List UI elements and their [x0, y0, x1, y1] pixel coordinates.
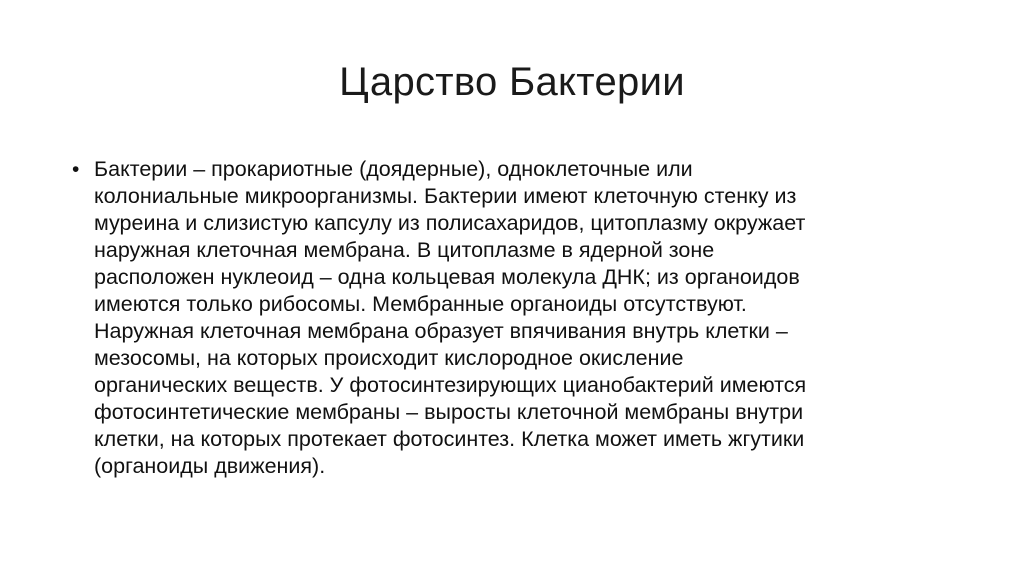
bullet-item	[72, 156, 972, 480]
paragraph-line: органических веществ. У фотосинтезирующих цианобактерий имеются	[94, 373, 807, 397]
paragraph-line: мезосомы, на которых происходит кислородное окисление	[94, 346, 684, 370]
paragraph-line: расположен нуклеоид – одна кольцевая молекула ДНК; из органоидов	[94, 265, 800, 289]
bullet-list	[72, 156, 972, 480]
paragraph-line: муреина и слизистую капсулу из полисахаридов, цитоплазму окружает	[94, 211, 806, 235]
paragraph-line: Наружная клеточная мембрана образует впячивания внутрь клетки –	[94, 319, 788, 343]
paragraph-line: колониальные микроорганизмы. Бактерии имеют клеточную стенку из	[94, 184, 797, 208]
paragraph-line: (органоиды движения).	[94, 454, 326, 478]
bullet-icon: •	[72, 158, 80, 181]
paragraph-line: Бактерии – прокариотные (доядерные), одноклеточные или	[94, 157, 693, 181]
slide-title: Царство Бактерии	[339, 60, 685, 104]
paragraph-line: имеются только рибосомы. Мембранные органоиды отсутствуют.	[94, 292, 747, 316]
paragraph-line: фотосинтетические мембраны – выросты клеточной мембраны внутри	[94, 400, 804, 424]
paragraph-line: клетки, на которых протекает фотосинтез. Клетка может иметь жгутики	[94, 427, 805, 451]
paragraph-line: наружная клеточная мембрана. В цитоплазме в ядерной зоне	[94, 238, 715, 262]
